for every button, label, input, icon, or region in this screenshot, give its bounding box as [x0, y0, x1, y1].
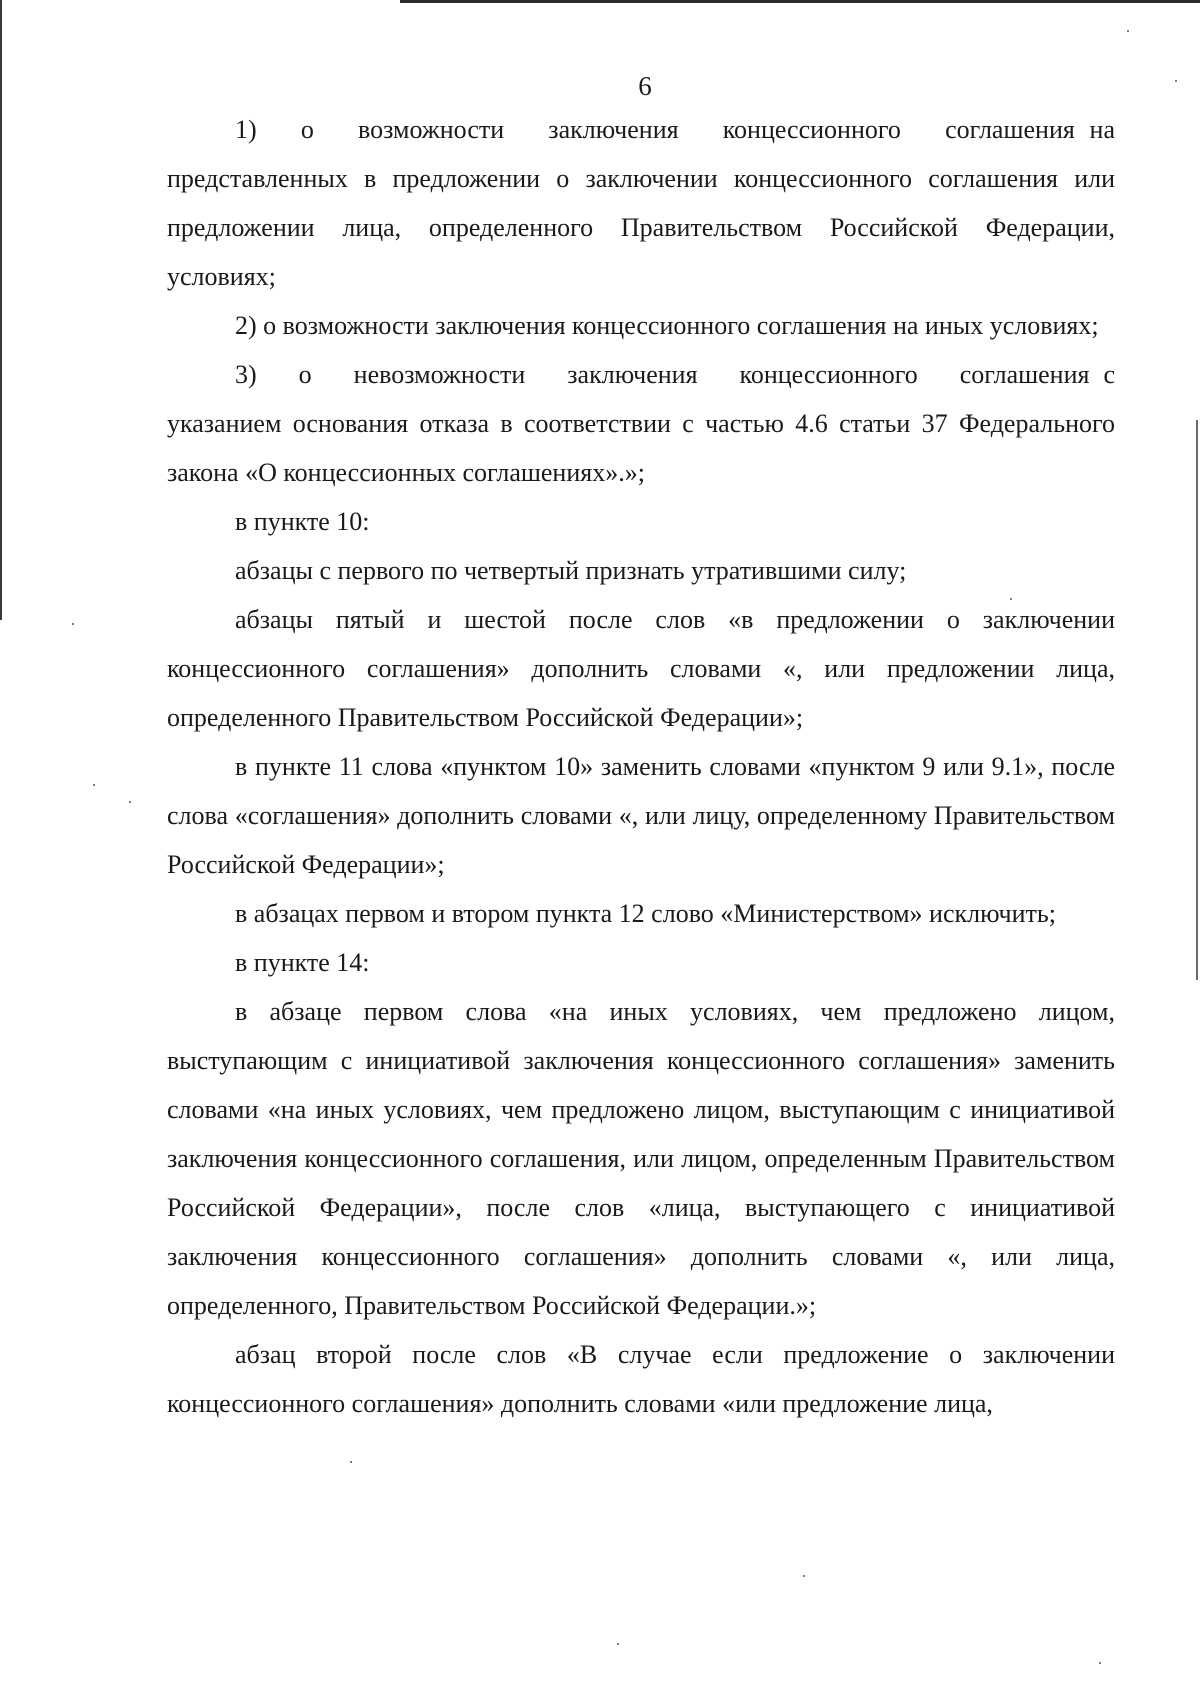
paragraph: в абзацах первом и втором пункта 12 слово «Министерством» исключить; [235, 899, 1056, 928]
paragraph: 3) о невозможности заключения концессионного соглашения с указанием основания отказа в соответствии с частью 4.6 статьи 37 Федерального закона «О концессионных соглашениях».»; [167, 360, 1115, 487]
paragraph: абзацы с первого по четвертый признать утратившими силу; [235, 556, 907, 585]
paragraph: в пункте 14: [235, 948, 370, 977]
scan-edge-shadow [1196, 420, 1198, 980]
paragraph: абзацы пятый и шестой после слов «в предложении о заключении концессионного соглашения» дополнить словами «, или предложении лица, определенного Правительством Российской Федерации»; [167, 605, 1115, 732]
scan-speck [617, 1643, 619, 1645]
scan-speck [72, 623, 74, 625]
scan-speck [129, 801, 131, 803]
scan-edge-line [400, 0, 1200, 3]
scan-speck [93, 784, 95, 786]
document-body [167, 105, 1115, 1428]
paragraph: в абзаце первом слова «на иных условиях, чем предложено лицом, выступающим с инициативой заключения концессионного соглашения» заменить словами «на иных условиях, чем предложено лицом, выступающим с инициативой заключения концессионного соглашения, или лицом, определенным Правительством Российской Федерации», после слов «лица, выступающего с инициативой заключения концессионного соглашения» дополнить словами «, или лица, определенного, Правительством Российской Федерации.»; [167, 997, 1115, 1320]
page-number: 6 [638, 71, 652, 101]
paragraph: в пункте 10: [235, 507, 370, 536]
scan-speck [350, 1461, 352, 1463]
paragraph: абзац второй после слов «В случае если предложение о заключении концессионного соглашения» дополнить словами «или предложение лица, [167, 1340, 1115, 1418]
paragraph: 2) о возможности заключения концессионного соглашения на иных условиях; [235, 311, 1099, 340]
scan-speck [1127, 30, 1129, 32]
scan-speck [1099, 1662, 1101, 1664]
paragraph: 1) о возможности заключения концессионного соглашения на представленных в предложении о заключении концессионного соглашения или предложении лица, определенного Правительством Российской Федерации, условиях; [167, 115, 1115, 291]
paragraph: в пункте 11 слова «пунктом 10» заменить словами «пунктом 9 или 9.1», после слова «соглашения» дополнить словами «, или лицу, определенному Правительством Российской Федерации»; [167, 752, 1115, 879]
scan-speck [803, 1575, 805, 1577]
